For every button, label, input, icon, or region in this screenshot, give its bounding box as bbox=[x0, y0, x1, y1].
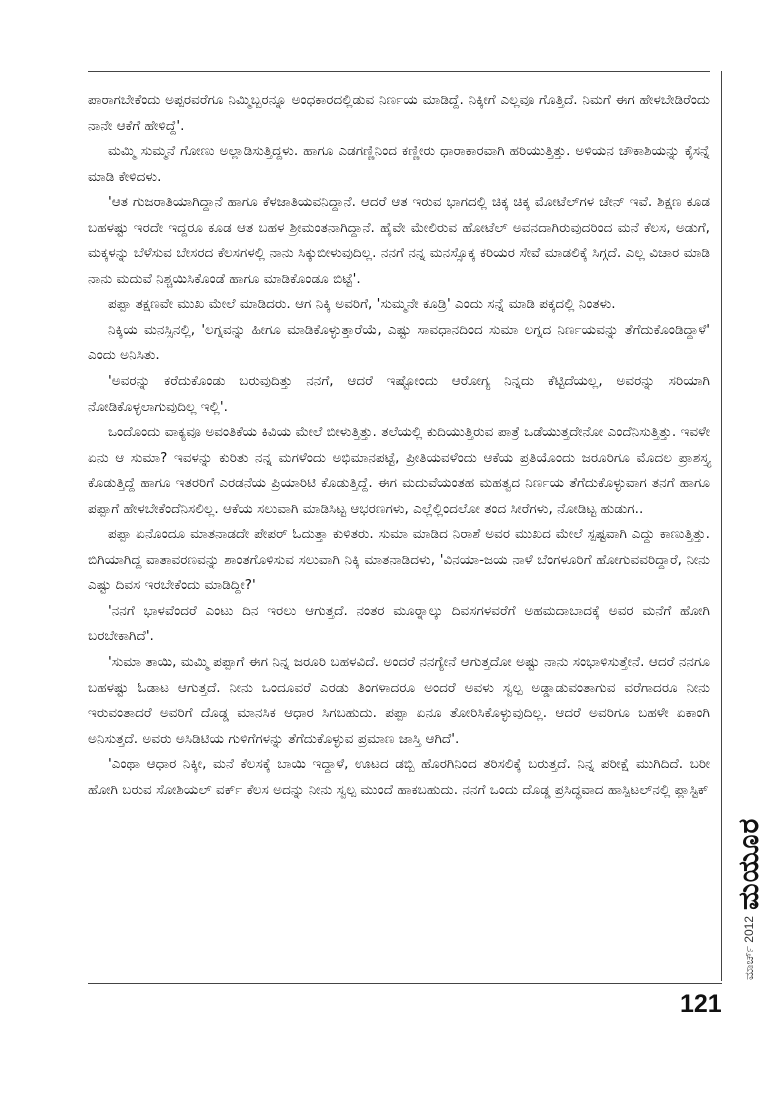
paragraph: ಪಪ್ಪಾ ತಕ್ಷಣವೇ ಮುಖ ಮೇಲೆ ಮಾಡಿದರು. ಆಗ ನಿಕ್ಕಿ ಅವರಿಗೆ, 'ಸುಮ್ಮನೇ ಕೂಡ್ರಿ' ಎಂದು ಸನ್ನೆ ಮಾಡಿ ಪಕ್ಕದಲ್ಲಿ ನಿಂತಳು. bbox=[108, 296, 616, 313]
paragraph: 'ನನಗೆ ಭಾಳವೆಂದರೆ ಎಂಟು ದಿನ ಇರಲು ಆಗುತ್ತದೆ. ನಂತರ ಮೂರ್‍ನಾಲ್ಕು ದಿವಸಗಳವರೆಗೆ ಅಹಮದಾಬಾದಕ್ಕೆ ಅವರ ಮನೆಗೆ ಹೋಗಿ ಬರಬೇಕಾಗಿದೆ'. bbox=[88, 602, 710, 645]
paragraph: 'ಅವರನ್ನು ಕರೆದುಕೊಂಡು ಬರುವುದಿತ್ತು ನನಗೆ, ಆದರೆ ಇಷ್ಟೋಂದು ಆರೋಗ್ಯ ನಿನ್ನದು ಕೆಟ್ಟಿದೆಯಲ್ಲ, ಅವರನ್ನು ಸರಿಯಾಗಿ ನೋಡಿಕೊಳ್ಳಲಾಗುವುದಿಲ್ಲ ಇಲ್ಲಿ'. bbox=[88, 373, 710, 415]
article-body bbox=[88, 88, 710, 803]
bottom-rule bbox=[88, 983, 722, 984]
paragraph: 'ಆತ ಗುಜರಾತಿಯಾಗಿದ್ದಾನೆ ಹಾಗೂ ಕೆಳಜಾತಿಯವನಿದ್ದಾನೆ. ಆದರೆ ಆತ ಇರುವ ಭಾಗದಲ್ಲಿ ಚಿಕ್ಕ ಚಿಕ್ಕ ಮೋಟೆಲ್‌ಗಳ ಚೇನ್ ಇವೆ. ಶಿಕ್ಷಣ ಕೂಡ ಬಹಳಷ್ಟು ಇರದೇ ಇದ್ದರೂ ಕೂಡ ಆತ ಬಹಳ ಶ್ರೀಮಂತನಾಗಿದ್ದಾನೆ. ಹೈವೇ ಮೇಲಿರುವ ಹೋಟೆಲ್ ಅವನದಾಗಿರುವುದರಿಂದ ಮನೆ ಕೆಲಸ, ಅಡುಗೆ, ಮಕ್ಕಳನ್ನು ಬೆಳೆಸುವ ಬೇಸರದ ಕೆಲಸಗಳಲ್ಲಿ ನಾನು ಸಿಕ್ಕುಬೀಳುವುದಿಲ್ಲ. ನನಗೆ ನನ್ನ ಮನಸ್ಸೊಕ್ಕ ಕರಿಯರ ಸೇವೆ ಮಾಡಲಿಕ್ಕೆ ಸಿಗ್ಗದೆ. ಎಲ್ಲ ವಿಚಾರ ಮಾಡಿ ನಾನು ಮದುವೆ ನಿಶ್ಚಯಿಸಿಕೊಂಡೆ ಹಾಗೂ ಮಾಡಿಕೊಂಡೂ ಬಿಟ್ಟೆ'. bbox=[88, 194, 710, 287]
magazine-side-label bbox=[722, 817, 767, 980]
paragraph: ನಿಕ್ಕಿಯ ಮನಸ್ಸಿನಲ್ಲಿ, 'ಲಗ್ನವನ್ನು ಹೀಗೂ ಮಾಡಿಕೊಳ್ಳುತ್ತಾರೆಯೆ, ಎಷ್ಟು ಸಾವಧಾನದಿಂದ ಸುಮಾ ಲಗ್ನದ ನಿರ್ಣಯವನ್ನು ತೆಗೆದುಕೊಂಡಿದ್ದಾಳೆ' ಎಂದು ಅನಿಸಿತು. bbox=[88, 321, 710, 364]
paragraph: ಪಾರಾಗಬೇಕೆಂದು ಅಪ್ಪರವರೆಗೂ ನಿಮ್ಮಿಬ್ಬರನ್ನೂ ಅಂಧಕಾರದಲ್ಲಿಡುವ ನಿರ್ಣಯ ಮಾಡಿದ್ದೆ. ನಿಕ್ಕೀಗೆ ಎಲ್ಲವೂ ಗೊತ್ತಿದೆ. ನಿಮಗೆ ಈಗ ಹೇಳಬೇಡಿರೆಂದು ನಾನೇ ಆಕೆಗೆ ಹೇಳಿದ್ದೆ'. bbox=[88, 92, 710, 134]
paragraph: ಪಪ್ಪಾ ಏನೊಂದೂ ಮಾತನಾಡದೇ ಪೇಪರ್ ಓದುತ್ತಾ ಕುಳಿತರು. ಸುಮಾ ಮಾಡಿದ ನಿರಾಶೆ ಅವರ ಮುಖದ ಮೇಲೆ ಸ್ಪಷ್ಟವಾಗಿ ಎದ್ದು ಕಾಣುತ್ತಿತ್ತು. ಬಿಗಿಯಾಗಿದ್ದ ವಾತಾವರಣವನ್ನು ಶಾಂತಗೊಳಿಸುವ ಸಲುವಾಗಿ ನಿಕ್ಕಿ ಮಾತನಾಡಿದಳು, 'ವಿನಯಾ-ಜಯ ನಾಳೆ ಬೆಂಗಳೂರಿಗೆ ಹೋಗುವವರಿದ್ದಾರೆ, ನೀನು ಎಷ್ಟು ದಿವಸ ಇರಬೇಕೆಂದು ಮಾಡಿದ್ದೀ?' bbox=[88, 526, 710, 594]
magazine-masthead: ಮಯೂರ bbox=[732, 817, 765, 911]
paragraph: ಮಮ್ಮಿ ಸುಮ್ಮನೆ ಗೋಣು ಅಲ್ಲಾಡಿಸುತ್ತಿದ್ದಳು. ಹಾಗೂ ಎಡಗಣ್ಣಿನಿಂದ ಕಣ್ಣೀರು ಧಾರಾಕಾರವಾಗಿ ಹರಿಯುತ್ತಿತ್ತು. ಅಳಿಯನ ಚೌಕಾಶಿಯನ್ನು ಕೈಸನ್ನೆ ಮಾಡಿ ಕೇಳಿದಳು. bbox=[88, 143, 710, 185]
paragraph: 'ಎಂಥಾ ಆಧಾರ ನಿಕ್ಕೀ, ಮನೆ ಕೆಲಸಕ್ಕೆ ಬಾಯಿ ಇದ್ದಾಳೆ, ಊಟದ ಡಬ್ಬಿ ಹೊರಗಿನಿಂದ ತರಿಸಲಿಕ್ಕೆ ಬರುತ್ತದೆ. ನಿನ್ನ ಪರೀಕ್ಷೆ ಮುಗಿದಿದೆ. ಬರೀ ಹೋಗಿ ಬರುವ ಸೋಶಿಯಲ್ ವರ್ಕ್ ಕೆಲಸ ಅದನ್ನು ನೀನು ಸ್ವಲ್ಪ ಮುಂದೆ ಹಾಕಬಹುದು. ನನಗೆ ಒಂದು ದೊಡ್ಡ ಪ್ರಸಿದ್ಧವಾದ ಹಾಸ್ಪಿಟಲ್‌ನಲ್ಲಿ ಪ್ಲಾಸ್ಟಿಕ್ bbox=[88, 756, 710, 798]
page-number: 121 bbox=[680, 990, 722, 1018]
paragraph: 'ಸುಮಾ ತಾಯಿ, ಮಮ್ಮಿ ಪಪ್ಪಾಗೆ ಈಗ ನಿನ್ನ ಜರೂರಿ ಬಹಳವಿದೆ. ಅಂದರೆ ನನಗ್ಯೇನೆ ಆಗುತ್ತದೋ ಅಷ್ಟು ನಾನು ಸಂಭಾಳಿಸುತ್ತೇನೆ. ಆದರೆ ನನಗೂ ಬಹಳಷ್ಟು ಓಡಾಟ ಆಗುತ್ತದೆ. ನೀನು ಒಂದೂವರೆ ಎರಡು ತಿಂಗಳಾದರೂ ಅಂದರೆ ಅವಳು ಸ್ವಲ್ಪ ಅಡ್ಡಾಡುವಂತಾಗುವ ವರೆಗಾದರೂ ನೀನು ಇರುವಂತಾದರೆ ಅವರಿಗೆ ದೊಡ್ಡ ಮಾನಸಿಕ ಆಧಾರ ಸಿಗಬಹುದು. ಪಪ್ಪಾ ಏನೂ ತೋರಿಸಿಕೊಳ್ಳುವುದಿಲ್ಲ. ಆದರೆ ಅವರಿಗೂ ಬಹಳೇ ಏಕಾಂಗಿ ಅನಿಸುತ್ತದೆ. ಅವರು ಅಸಿಡಿಟಿಯ ಗುಳಿಗೆಗಳನ್ನು ತೆಗೆದುಕೊಳ್ಳುವ ಪ್ರಮಾಣ ಜಾಸ್ತಿ ಆಗಿದೆ'. bbox=[88, 654, 710, 747]
paragraph: ಒಂದೊಂದು ವಾಕ್ಯವೂ ಅವಂತಿಕೆಯ ಕಿವಿಯ ಮೇಲೆ ಬೀಳುತ್ತಿತ್ತು. ತಲೆಯಲ್ಲಿ ಕುದಿಯುತ್ತಿರುವ ಪಾತ್ರೆ ಒಡೆಯುತ್ತದೇನೋ ಎಂದೆನಿಸುತ್ತಿತ್ತು. ಇವಳೇ ಏನು ಆ ಸುಮಾ? ಇವಳನ್ನು ಕುರಿತು ನನ್ನ ಮಗಳೆಂದು ಅಭಿಮಾನಪಟ್ಟೆ, ಪ್ರೀತಿಯವಳೆಂದು ಆಕೆಯ ಪ್ರತಿಯೊಂದು ಜರೂರಿಗೂ ಮೊದಲ ಪ್ರಾಶಸ್ತ್ಯ ಕೊಡುತ್ತಿದ್ದೆ ಹಾಗೂ ಇತರರಿಗೆ ಎರಡನೆಯ ಪ್ರಿಯಾರಿಟಿ ಕೊಡುತ್ತಿದ್ದೆ. ಈಗ ಮದುವೆಯಂತಹ ಮಹತ್ವದ ನಿರ್ಣಯ ತೆಗೆದುಕೊಳ್ಳುವಾಗ ತನಗೆ ಹಾಗೂ ಪಪ್ಪಾಗೆ ಹೇಳಬೇಕೆಂದೆನಿಸಲಿಲ್ಲ. ಆಕೆಯ ಸಲುವಾಗಿ ಮಾಡಿಸಿಟ್ಟ ಆಭರಣಗಳು, ಎಲ್ಲೆಲ್ಲಿಂದಲೋ ತಂದ ಸೀರೆಗಳು, ನೋಡಿಟ್ಟ ಹುಡುಗ.. bbox=[88, 424, 710, 517]
side-rule bbox=[721, 71, 722, 981]
top-rule bbox=[88, 71, 710, 72]
issue-date: ಮಾರ್ಚ್ 2012 bbox=[741, 916, 756, 980]
